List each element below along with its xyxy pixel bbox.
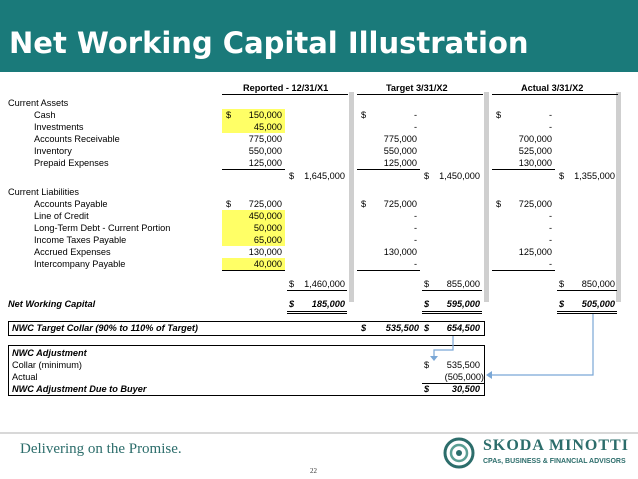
- asset-label: Investments: [34, 122, 84, 132]
- asset-target: 125,000: [383, 158, 417, 168]
- footer-divider: [0, 432, 638, 434]
- assets-total-actual: 1,355,000: [574, 171, 615, 181]
- slide-title: Net Working Capital Illustration: [9, 26, 529, 60]
- dollar-sign: $: [496, 199, 502, 209]
- liability-actual: -: [548, 211, 552, 221]
- dollar-sign: $: [496, 110, 502, 120]
- liability-target: -: [413, 259, 417, 269]
- arrow-actual-to-adjustment: [492, 314, 593, 375]
- asset-label: Accounts Receivable: [34, 134, 120, 144]
- dollar-sign: $: [361, 110, 367, 120]
- collar-high: 654,500: [446, 323, 480, 333]
- liability-target: 130,000: [383, 247, 417, 257]
- nwc-label: Net Working Capital: [8, 299, 96, 309]
- dollar-sign: $: [226, 199, 232, 209]
- asset-actual: -: [548, 122, 552, 132]
- due-value: 30,500: [451, 384, 480, 394]
- dollar-sign: $: [424, 279, 430, 289]
- liability-actual: -: [548, 235, 552, 245]
- asset-target: 775,000: [383, 134, 417, 144]
- liability-reported: 130,000: [248, 247, 282, 257]
- liabilities-total-reported: 1,460,000: [304, 279, 345, 289]
- liability-reported: 40,000: [253, 259, 282, 269]
- asset-actual: 700,000: [518, 134, 552, 144]
- liability-label: Income Taxes Payable: [34, 235, 127, 245]
- nwc-actual: 505,000: [581, 299, 615, 309]
- dollar-sign: $: [226, 110, 232, 120]
- header-reported: Reported - 12/31/X1: [243, 83, 329, 93]
- asset-reported: 45,000: [253, 122, 282, 132]
- asset-reported: 125,000: [248, 158, 282, 168]
- actual-label: Actual: [12, 372, 38, 382]
- liabilities-total-target: 855,000: [446, 279, 480, 289]
- collar-min-label: Collar (minimum): [12, 360, 82, 370]
- liability-reported: 50,000: [253, 223, 282, 233]
- arrow-head: [486, 371, 492, 379]
- firm-subtitle: CPAs, BUSINESS & FINANCIAL ADVISORS: [483, 458, 626, 465]
- asset-target: -: [413, 122, 417, 132]
- asset-target: 550,000: [383, 146, 417, 156]
- assets-total-target: 1,450,000: [439, 171, 480, 181]
- dollar-sign: $: [361, 323, 367, 333]
- dollar-sign: $: [361, 199, 367, 209]
- spreadsheet: [0, 72, 638, 432]
- nwc-reported: 185,000: [311, 299, 345, 309]
- dollar-sign: $: [559, 299, 565, 309]
- dollar-sign: $: [289, 279, 295, 289]
- dollar-sign: $: [424, 384, 430, 394]
- liability-target: -: [413, 211, 417, 221]
- asset-label: Cash: [34, 110, 56, 120]
- page-number: 22: [310, 467, 317, 475]
- connector-arrows: [0, 72, 638, 432]
- liability-label: Accounts Payable: [34, 199, 108, 209]
- dollar-sign: $: [424, 299, 430, 309]
- liability-reported: 65,000: [253, 235, 282, 245]
- liability-actual: -: [548, 259, 552, 269]
- asset-actual: 130,000: [518, 158, 552, 168]
- dollar-sign: $: [559, 171, 565, 181]
- liability-reported: 450,000: [248, 211, 282, 221]
- liability-target: 725,000: [383, 199, 417, 209]
- liability-label: Intercompany Payable: [34, 259, 126, 269]
- collar-low: 535,500: [385, 323, 419, 333]
- header-actual: Actual 3/31/X2: [521, 83, 584, 93]
- liability-reported: 725,000: [248, 199, 282, 209]
- dollar-sign: $: [559, 279, 565, 289]
- liability-label: Accrued Expenses: [34, 247, 111, 257]
- liability-actual: 125,000: [518, 247, 552, 257]
- dollar-sign: $: [289, 171, 295, 181]
- liability-actual: 725,000: [518, 199, 552, 209]
- asset-label: Prepaid Expenses: [34, 158, 109, 168]
- header-target: Target 3/31/X2: [386, 83, 448, 93]
- actual-value: (505,000): [444, 372, 484, 382]
- asset-actual: 525,000: [518, 146, 552, 156]
- assets-total-reported: 1,645,000: [304, 171, 345, 181]
- nwc-target: 595,000: [446, 299, 480, 309]
- collar-label: NWC Target Collar (90% to 110% of Target): [12, 323, 198, 333]
- liability-target: -: [413, 223, 417, 233]
- asset-target: -: [413, 110, 417, 120]
- asset-reported: 150,000: [248, 110, 282, 120]
- dollar-sign: $: [424, 360, 430, 370]
- asset-reported: 775,000: [248, 134, 282, 144]
- footer-tagline: Delivering on the Promise.: [20, 441, 182, 457]
- arrow-collar-to-adjustment: [434, 336, 453, 356]
- liability-label: Long-Term Debt - Current Portion: [34, 223, 171, 233]
- asset-actual: -: [548, 110, 552, 120]
- collar-min-value: 535,500: [446, 360, 480, 370]
- dollar-sign: $: [424, 323, 430, 333]
- liability-target: -: [413, 235, 417, 245]
- due-label: NWC Adjustment Due to Buyer: [12, 384, 147, 394]
- dollar-sign: $: [424, 171, 430, 181]
- liabilities-heading: Current Liabilities: [8, 187, 79, 197]
- liability-actual: -: [548, 223, 552, 233]
- liabilities-total-actual: 850,000: [581, 279, 615, 289]
- assets-heading: Current Assets: [8, 98, 69, 108]
- liability-label: Line of Credit: [34, 211, 89, 221]
- firm-logo-icon: [442, 436, 476, 470]
- firm-name: SKODA MINOTTI: [483, 437, 629, 454]
- adjustment-heading: NWC Adjustment: [12, 348, 87, 358]
- asset-label: Inventory: [34, 146, 72, 156]
- dollar-sign: $: [289, 299, 295, 309]
- arrow-head: [430, 356, 438, 361]
- asset-reported: 550,000: [248, 146, 282, 156]
